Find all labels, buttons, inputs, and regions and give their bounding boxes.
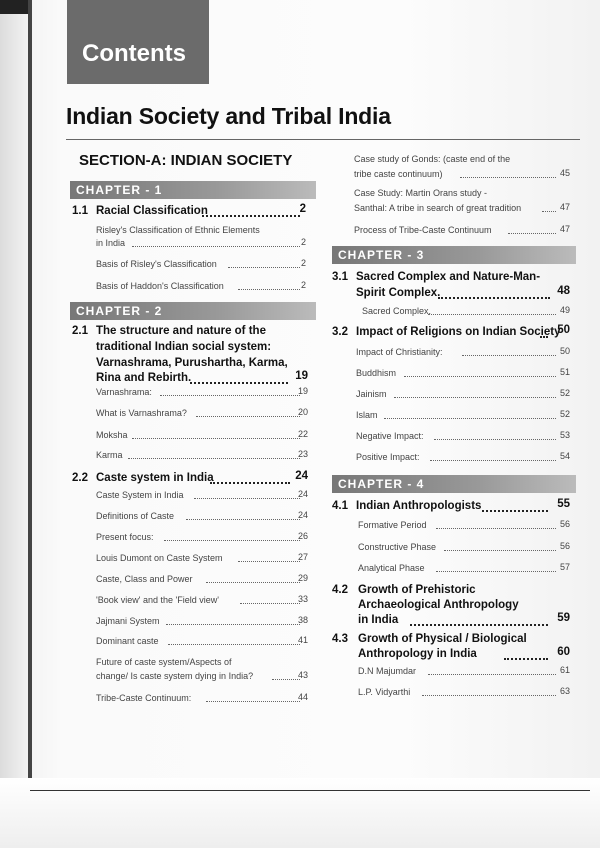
leader-dots [436,527,556,529]
leader-dots [210,481,290,484]
topic-title: Rina and Rebirth. [96,372,192,384]
leader-dots [428,313,556,315]
toc-entry: Formative Period [358,520,427,530]
entry-page: 22 [297,429,308,439]
section-heading: SECTION-A: INDIAN SOCIETY [79,152,293,169]
toc-entry: Future of caste system/Aspects of [96,657,232,667]
topic-title: Indian Anthropologists [356,500,482,512]
leader-dots [428,673,556,675]
entry-page: 43 [297,670,308,680]
toc-entry: change/ Is caste system dying in India? [96,671,254,681]
entry-page: 63 [559,686,570,696]
topic-page: 60 [557,646,570,658]
entry-page: 61 [559,665,570,675]
entry-page: 50 [559,346,570,356]
entry-page: 24 [297,510,308,520]
bottom-rule [30,790,590,791]
entry-page: 49 [559,305,570,315]
contents-label: Contents [82,40,186,67]
entry-page: 19 [297,386,308,396]
topic-page: 24 [295,470,308,482]
toc-entry: tribe caste continuum) [354,169,443,179]
toc-entry: Case study of Gonds: (caste end of the [354,154,511,164]
topic-title: Spirit Complex. [356,287,441,299]
entry-page: 20 [297,407,308,417]
entry-page: 41 [297,635,308,645]
leader-dots [462,354,556,356]
toc-entry: Definitions of Caste [96,511,175,521]
toc-entry: Caste System in India [96,490,184,500]
topic-title: Racial Classification [96,205,208,217]
topic-number: 4.2 [332,584,348,596]
toc-entry: Jainism [356,389,387,399]
toc-entry: What is Varnashrama? [96,408,187,418]
chapter-3-banner: CHAPTER - 3 [332,246,576,264]
leader-dots [410,623,548,626]
toc-entry: D.N Majumdar [358,666,417,676]
leader-dots [444,549,556,551]
topic-number: 2.2 [72,472,88,484]
topic-number: 3.2 [332,326,348,338]
entry-page: 26 [297,531,308,541]
toc-entry: Karma [96,450,123,460]
topic-title: Sacred Complex and Nature-Man- [356,271,541,283]
entry-page: 47 [559,202,570,212]
entry-page: 52 [559,388,570,398]
entry-page: 27 [297,552,308,562]
leader-dots [436,570,556,572]
toc-entry: Louis Dumont on Caste System [96,553,223,563]
toc-entry: Moksha [96,430,128,440]
topic-page: 59 [557,612,570,624]
chapter-2-banner: CHAPTER - 2 [70,302,316,320]
entry-page: 2 [300,280,306,290]
topic-page: 50 [557,324,570,336]
topic-number: 3.1 [332,271,348,283]
entry-page: 24 [297,489,308,499]
toc-entry: in India [96,238,126,248]
entry-page: 2 [300,237,306,247]
chapter-1-banner: CHAPTER - 1 [70,181,316,199]
toc-entry: Islam [356,410,378,420]
topic-title: Impact of Religions on Indian Society [356,326,561,338]
toc-entry: Negative Impact: [356,431,424,441]
leader-dots [434,438,556,440]
topic-title: traditional Indian social system: [96,341,272,353]
topic-number: 1.1 [72,205,88,217]
entry-page: 45 [559,168,570,178]
topic-number: 4.3 [332,633,348,645]
toc-entry: Santhal: A tribe in search of great tradition [354,203,522,213]
toc-entry: Positive Impact: [356,452,420,462]
topic-number: 4.1 [332,500,348,512]
book-title: Indian Society and Tribal India [66,103,391,129]
topic-title: Growth of Physical / Biological [358,633,527,645]
entry-page: 56 [559,519,570,529]
leader-dots [394,396,556,398]
leader-dots [190,381,288,384]
entry-page: 52 [559,409,570,419]
title-rule [66,139,580,140]
entry-page: 51 [559,367,570,377]
toc-entry: Basis of Haddon's Classification [96,281,224,291]
topic-title: Archaeological Anthropology [358,599,519,611]
entry-page: 56 [559,541,570,551]
toc-entry: Dominant caste [96,636,159,646]
topic-number: 2.1 [72,325,88,337]
topic-title: The structure and nature of the [96,325,266,337]
chapter-4-banner: CHAPTER - 4 [332,475,576,493]
leader-dots [504,657,548,660]
toc-entry: Jajmani System [96,616,160,626]
leader-dots [460,176,556,178]
entry-page: 29 [297,573,308,583]
leader-dots [132,245,300,247]
toc-entry: Impact of Christianity: [356,347,443,357]
toc-entry: 'Book view' and the 'Field view' [96,595,219,605]
toc-entry: L.P. Vidyarthi [358,687,411,697]
toc-entry: Risley's Classification of Ethnic Elements [96,225,260,235]
leader-dots [422,694,556,696]
leader-dots [384,417,556,419]
topic-page: 55 [557,498,570,510]
entry-page: 54 [559,451,570,461]
leader-dots [128,457,300,459]
binding-edge [28,0,32,848]
toc-entry: Buddhism [356,368,397,378]
toc-entry: Sacred Complex. [362,306,432,316]
leader-dots [404,375,556,377]
topic-page: 2 [299,203,306,215]
leader-dots [160,394,300,396]
toc-entry: Caste, Class and Power [96,574,193,584]
leader-dots [438,296,550,299]
entry-page: 47 [559,224,570,234]
page-bottom-edge [0,778,600,848]
toc-entry: Varnashrama: [96,387,152,397]
leader-dots [482,509,548,512]
entry-page: 53 [559,430,570,440]
toc-entry: Basis of Risley's Classification [96,259,217,269]
entry-page: 44 [297,692,308,702]
entry-page: 23 [297,449,308,459]
entry-page: 33 [297,594,308,604]
topic-title: in India [358,614,399,626]
topic-title: Caste system in India [96,472,214,484]
toc-entry: Tribe-Caste Continuum: [96,693,192,703]
toc-entry: Constructive Phase [358,542,437,552]
topic-title: Varnashrama, Purushartha, Karma, [96,357,288,369]
entry-page: 57 [559,562,570,572]
leader-dots [430,459,556,461]
toc-entry: Analytical Phase [358,563,425,573]
toc-entry: Case Study: Martin Orans study - [354,188,488,198]
page-corner-shadow [0,0,28,14]
topic-page: 48 [557,285,570,297]
topic-title: Growth of Prehistoric [358,584,476,596]
toc-entry: Present focus: [96,532,154,542]
toc-entry: Process of Tribe-Caste Continuum [354,225,492,235]
topic-title: Anthropology in India [358,648,477,660]
leader-dots [132,437,300,439]
topic-page: 19 [295,370,308,382]
entry-page: 2 [300,258,306,268]
entry-page: 38 [297,615,308,625]
